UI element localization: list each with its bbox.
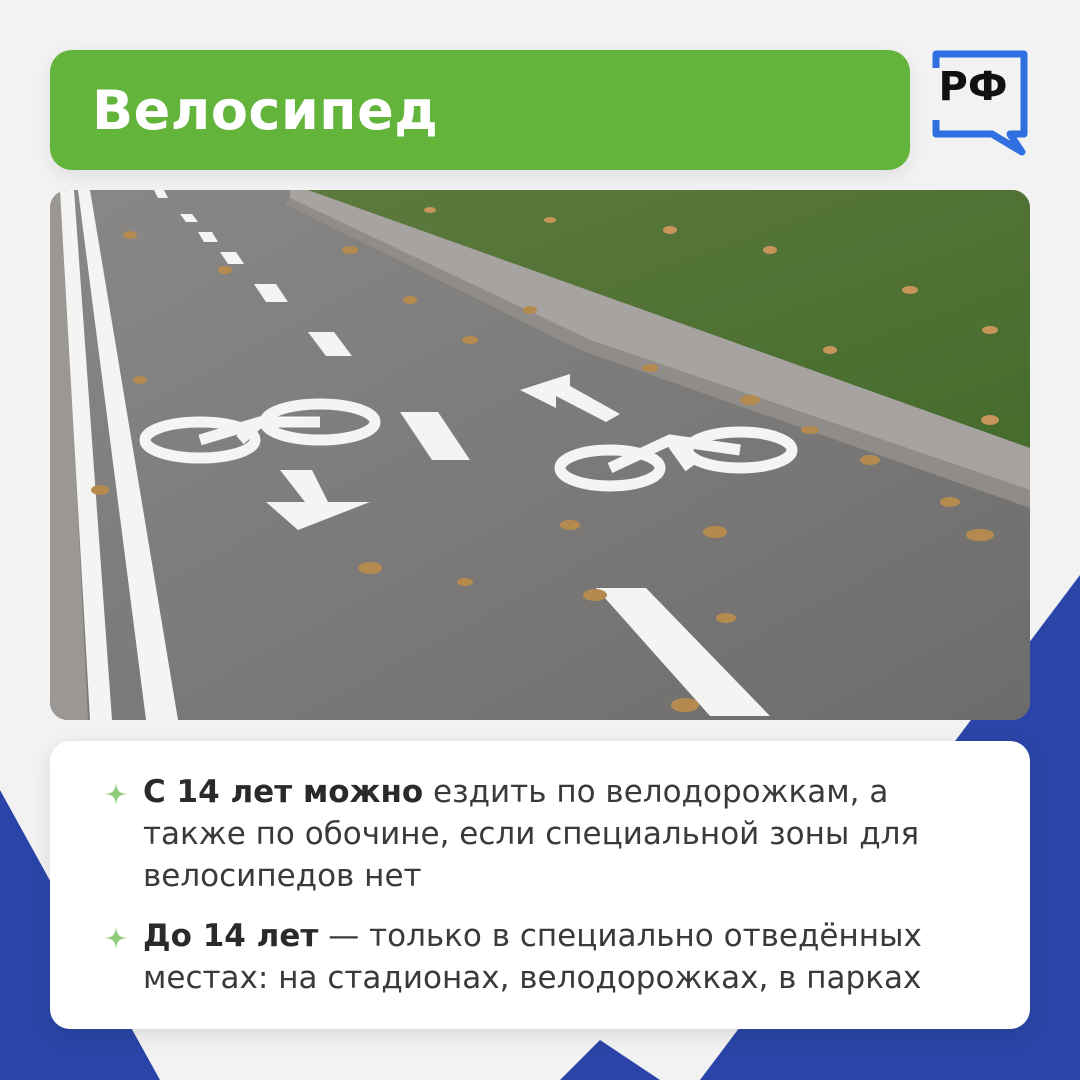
rule-detail: — только в специально отведённых местах: на стадионах, велодорожках, в парках	[143, 918, 922, 996]
rule-item-under-14	[105, 915, 985, 999]
rules-card	[50, 741, 1030, 1029]
blue-shape-bottom-mid	[560, 1040, 660, 1080]
rule-item-14-plus	[105, 771, 985, 897]
sparkle-bullet-icon	[105, 927, 127, 949]
rf-logo	[930, 48, 1030, 158]
title-banner	[50, 50, 910, 170]
rule-emphasis: С 14 лет можно	[143, 774, 424, 810]
bicycle-lane-road-marking-icon	[50, 190, 1030, 720]
bike-lane-photo	[50, 190, 1030, 720]
rule-text	[143, 915, 985, 999]
logo-text: РФ	[938, 64, 1008, 110]
rule-emphasis: До 14 лет	[143, 918, 319, 954]
page-title: Велосипед	[92, 78, 439, 142]
rule-text	[143, 771, 985, 897]
rule-detail: ездить по велодорожкам, а также по обочине, если специальной зоны для велосипедов нет	[143, 774, 920, 894]
sparkle-bullet-icon	[105, 783, 127, 805]
